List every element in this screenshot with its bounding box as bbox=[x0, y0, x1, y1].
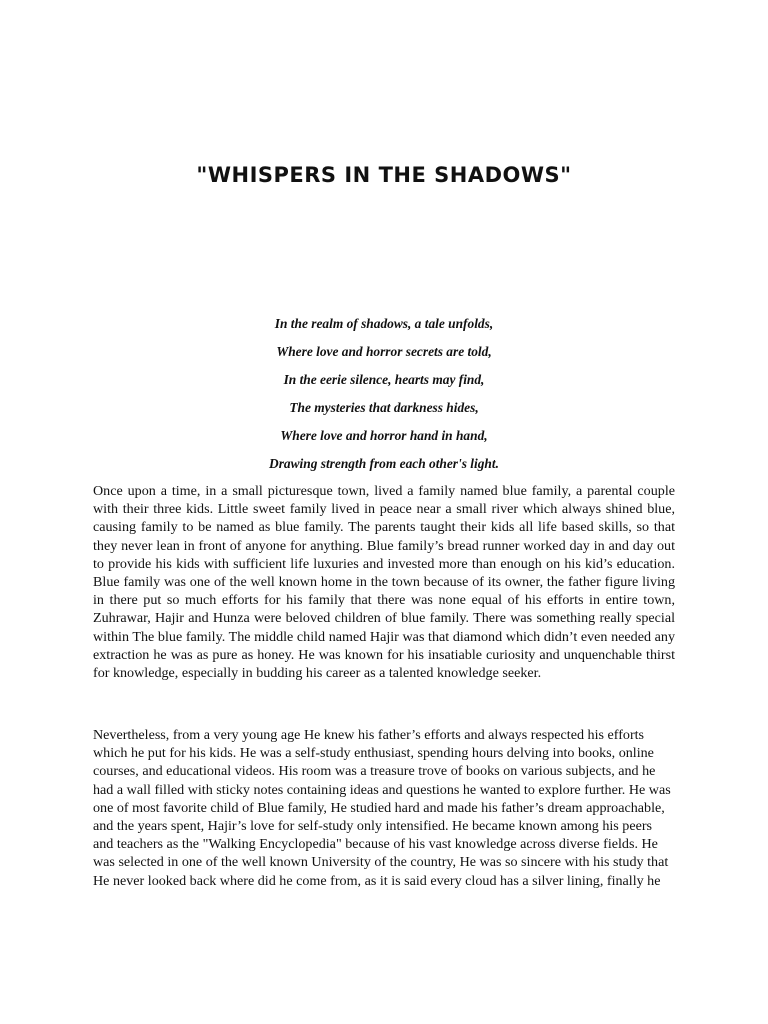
story-paragraph-2: Nevertheless, from a very young age He knew his father’s efforts and always respected his efforts which he put for his kids. He was a self-study enthusiast, spending hours delving into books, online courses, and educational videos. His room was a treasure trove of books on various subjects, and he had a wall filled with sticky notes containing ideas and questions he wanted to explore further. He was one of most favorite child of Blue family, He studied hard and made his father’s dream approachable, and the years spent, Hajir’s love for self-study only intensified. He became known among his peers and teachers as the "Walking Encyclopedia" because of his vast knowledge across diverse fields. He was selected in one of the well known University of the country, He was so sincere with his study that He never looked back where did he come from, as it is said every cloud has a silver lining, finally he bbox=[93, 727, 671, 889]
poem-line: The mysteries that darkness hides, bbox=[289, 400, 479, 415]
poem-line: Where love and horror secrets are told, bbox=[276, 344, 492, 359]
story-title: "WHISPERS IN THE SHADOWS" bbox=[196, 163, 572, 187]
story-paragraph-1: Once upon a time, in a small picturesque town, lived a family named blue family, a parental couple with their three kids. Little sweet family lived in peace near a small river which always shined blue, causing family to be named as blue family. The parents taught their kids all life based skills, so that they never lean in front of anyone for anything. Blue family’s bread runner worked day in and day out to provide his kids with sufficient life luxuries and invested more than enough on his kid’s education. Blue family was one of the well known home in the town because of its owner, the father figure living in there put so much efforts for his family that there was none equal of his efforts in entire town, Zuhrawar, Hajir and Hunza were beloved children of blue family. There was something really special within The blue family. The middle child named Hajir was that diamond which didn’t even needed any extraction he was as pure as honey. He was known for his insatiable curiosity and unquenchable thirst for knowledge, especially in budding his career as a talented knowledge seeker. bbox=[93, 483, 675, 682]
poem-line: Where love and horror hand in hand, bbox=[280, 428, 488, 443]
poem-line: In the eerie silence, hearts may find, bbox=[283, 372, 485, 387]
poem-line: Drawing strength from each other's light. bbox=[269, 456, 499, 471]
poem-line: In the realm of shadows, a tale unfolds, bbox=[274, 316, 494, 331]
poem-stanza bbox=[0, 314, 768, 482]
